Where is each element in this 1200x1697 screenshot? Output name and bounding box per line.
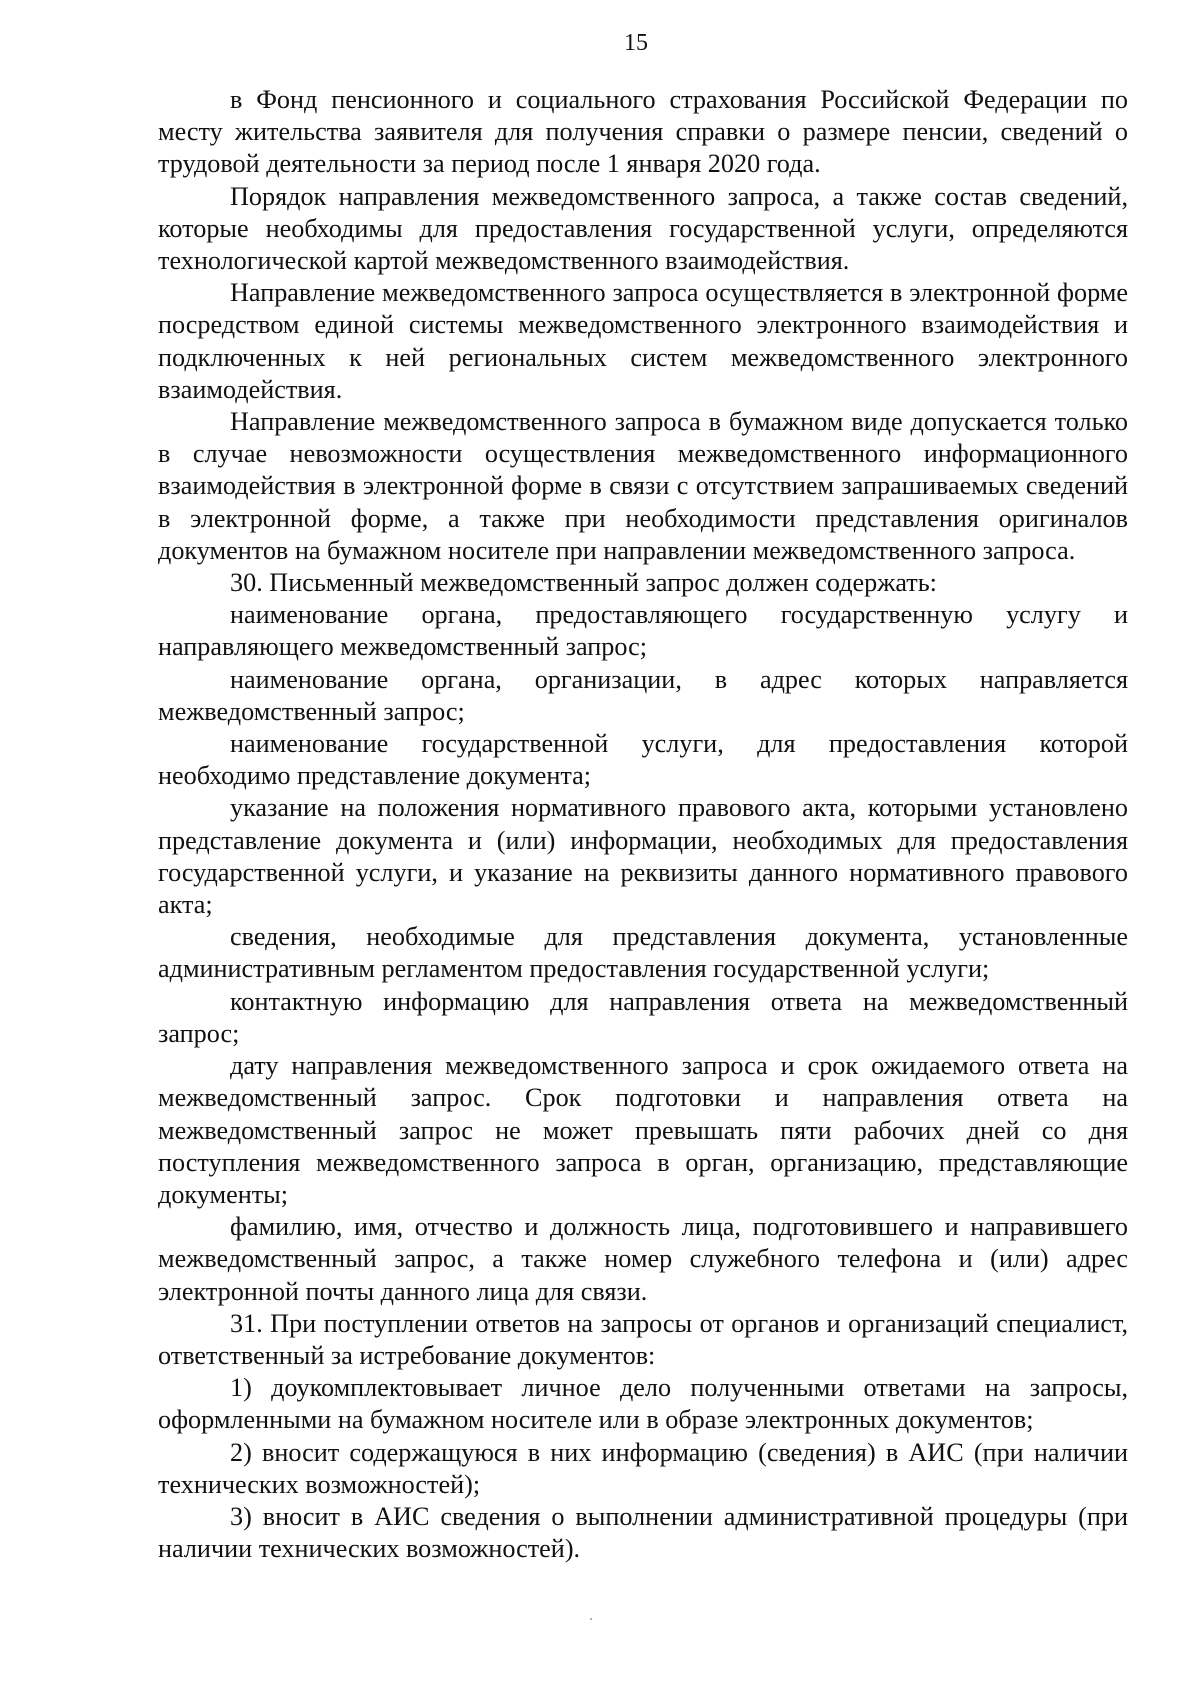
document-body: [158, 84, 1128, 1565]
paragraph: указание на положения нормативного правового акта, которыми установлено представление документа и (или) информации, необходимых для предоставления государственной услуги, и указание на реквизиты данного нормативного правового акта;: [158, 793, 1128, 920]
paragraph: сведения, необходимые для представления документа, установленные административным регламентом предоставления государственной услуги;: [158, 922, 1128, 984]
paragraph: фамилию, имя, отчество и должность лица, подготовившего и направившего межведомственный запрос, а также номер служебного телефона и (или) адрес электронной почты данного лица для связи.: [158, 1212, 1128, 1306]
paragraph: наименование органа, организации, в адрес которых направляется межведомственный запрос;: [158, 664, 1128, 726]
paragraph: Направление межведомственного запроса в бумажном виде допускается только в случае невозможности осуществления межведомственного информационного взаимодействия в электронной форме в связи с отсутствием запрашиваемых сведений в электронной форме, а также при необходимости представления оригиналов документов на бумажном носителе при направлении межведомственного запроса.: [158, 407, 1128, 565]
paragraph: 2) вносит содержащуюся в них информацию (сведения) в АИС (при наличии технических возможностей);: [158, 1437, 1128, 1499]
paragraph: дату направления межведомственного запроса и срок ожидаемого ответа на межведомственный запрос. Срок подготовки и направления ответа на межведомственный запрос не может превышать пяти рабочих дней со дня поступления межведомственного запроса в орган, организацию, представляющие документы;: [158, 1051, 1128, 1209]
paragraph: в Фонд пенсионного и социального страхования Российской Федерации по месту жительства заявителя для получения справки о размере пенсии, сведений о трудовой деятельности за период после 1 января 2020 года.: [158, 85, 1128, 179]
paragraph: 1) доукомплектовывает личное дело полученными ответами на запросы, оформленными на бумажном носителе или в образе электронных документов;: [158, 1373, 1128, 1435]
paragraph: Порядок направления межведомственного запроса, а также состав сведений, которые необходимы для предоставления государственной услуги, определяются технологической картой межведомственного взаимодействия.: [158, 181, 1128, 276]
paragraph: 3) вносит в АИС сведения о выполнении административной процедуры (при наличии технических возможностей).: [158, 1501, 1128, 1564]
paragraph: наименование органа, предоставляющего государственную услугу и направляющего межведомственный запрос;: [158, 600, 1128, 662]
page-number: 15: [624, 30, 648, 56]
scan-speck: [590, 1618, 592, 1620]
paragraph: Направление межведомственного запроса осуществляется в электронной форме посредством единой системы межведомственного электронного взаимодействия и подключенных к ней региональных систем межведомственного электронного взаимодействия.: [158, 278, 1128, 404]
paragraph: 31. При поступлении ответов на запросы от органов и организаций специалист, ответственный за истребование документов:: [158, 1308, 1128, 1370]
paragraph: контактную информацию для направления ответа на межведомственный запрос;: [158, 986, 1128, 1048]
paragraph: наименование государственной услуги, для предоставления которой необходимо представление документа;: [158, 729, 1128, 791]
paragraph: 30. Письменный межведомственный запрос должен содержать:: [230, 568, 937, 598]
